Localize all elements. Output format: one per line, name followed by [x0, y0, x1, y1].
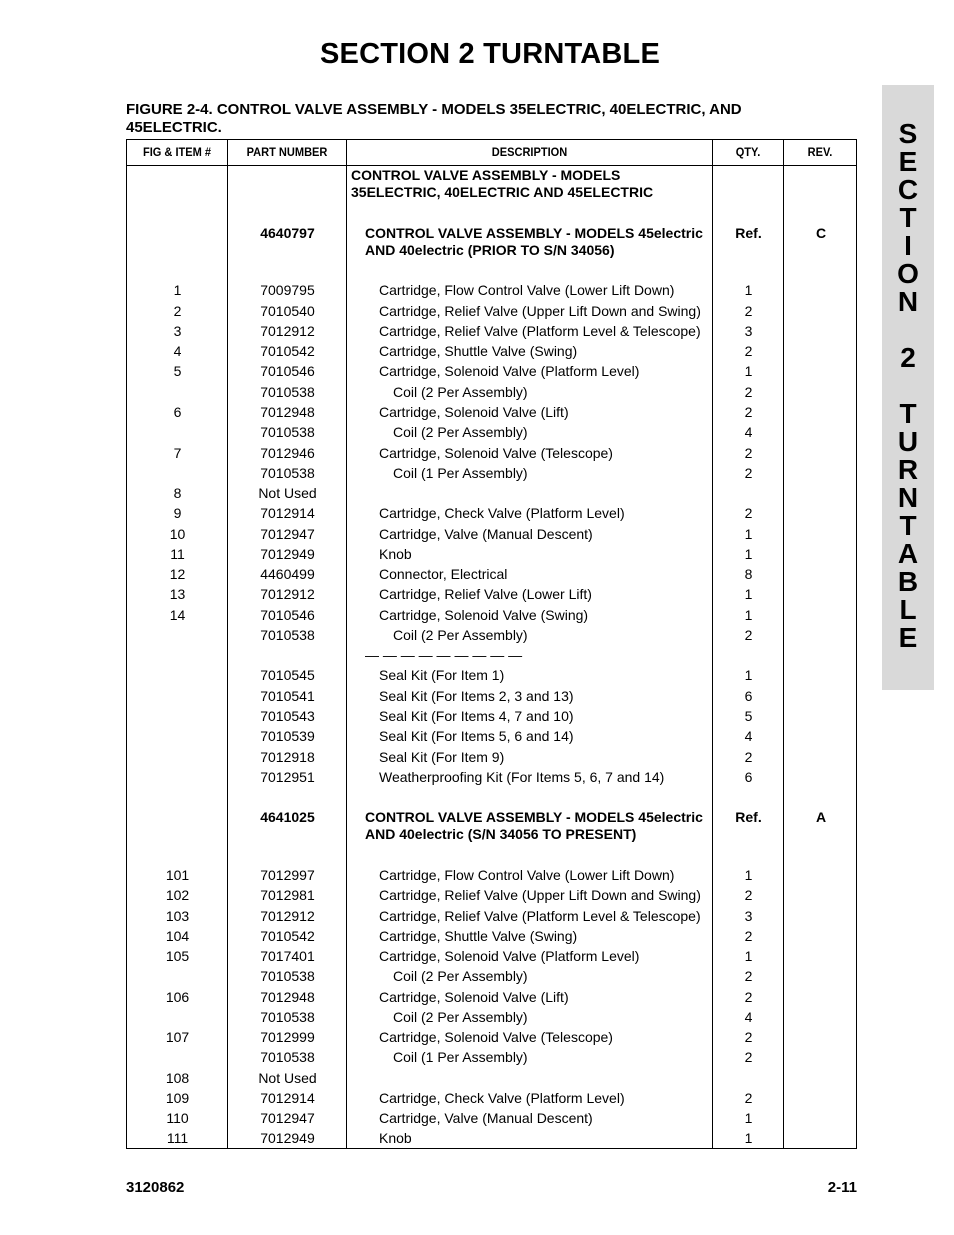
cell-qty: 2 — [744, 968, 753, 984]
cell-part-number: 7012949 — [260, 546, 315, 562]
cell-part-number: 7010538 — [260, 384, 315, 400]
cell-part-number: 7010538 — [260, 1049, 315, 1065]
cell-description: Cartridge, Relief Valve (Platform Level & Telescope) — [379, 908, 701, 924]
cell-description: Seal Kit (For Items 5, 6 and 14) — [379, 728, 574, 744]
cell-fig-item: 101 — [165, 867, 190, 883]
cell-description: Coil (2 Per Assembly) — [393, 627, 528, 643]
cell-description: Cartridge, Check Valve (Platform Level) — [379, 505, 625, 521]
cell-fig-item: 104 — [165, 928, 190, 944]
cell-description: Cartridge, Solenoid Valve (Telescope) — [379, 1029, 613, 1045]
section-side-tab — [882, 85, 934, 690]
cell-part-number: 7010542 — [260, 928, 315, 944]
cell-description: Seal Kit (For Item 1) — [379, 667, 505, 683]
cell-qty: 2 — [744, 1029, 753, 1045]
cell-part-number: 7010538 — [260, 1009, 315, 1025]
header-rev: REV. — [807, 145, 833, 159]
side-tab-letter: 2 — [900, 342, 916, 373]
cell-part-number: 7010539 — [260, 728, 315, 744]
cell-part-number: 4641025 — [260, 809, 315, 825]
cell-qty: 2 — [744, 465, 753, 481]
cell-description: 35ELECTRIC, 40ELECTRIC AND 45ELECTRIC — [351, 184, 654, 200]
cell-qty: 1 — [744, 282, 753, 298]
cell-qty: 2 — [744, 1049, 753, 1065]
cell-description: Knob — [379, 546, 412, 562]
cell-qty: Ref. — [735, 809, 762, 825]
cell-fig-item: 8 — [173, 485, 182, 501]
cell-qty: 2 — [744, 303, 753, 319]
cell-part-number: 7010538 — [260, 627, 315, 643]
cell-qty: 2 — [744, 404, 753, 420]
cell-qty: 2 — [744, 505, 753, 521]
cell-part-number: 7012948 — [260, 989, 315, 1005]
cell-description: Cartridge, Relief Valve (Platform Level & Telescope) — [379, 323, 701, 339]
cell-qty: 2 — [744, 887, 753, 903]
cell-fig-item: 2 — [173, 303, 182, 319]
cell-fig-item: 106 — [165, 989, 190, 1005]
cell-part-number: 7012946 — [260, 445, 315, 461]
side-tab-letter: N — [897, 482, 919, 513]
side-tab-letter: A — [897, 538, 919, 569]
cell-qty: Ref. — [735, 225, 762, 241]
header-description: DESCRIPTION — [491, 145, 568, 159]
cell-description: Cartridge, Shuttle Valve (Swing) — [379, 343, 578, 359]
cell-qty: 1 — [744, 607, 753, 623]
cell-qty: 2 — [744, 989, 753, 1005]
cell-rev: C — [815, 225, 827, 241]
cell-fig-item: 10 — [169, 526, 186, 542]
section-title: SECTION 2 TURNTABLE — [320, 38, 660, 70]
cell-qty: 1 — [744, 1130, 753, 1146]
cell-fig-item: 102 — [165, 887, 190, 903]
cell-part-number: 7010546 — [260, 363, 315, 379]
cell-description: Coil (2 Per Assembly) — [393, 1009, 528, 1025]
side-tab-letter: I — [904, 230, 912, 261]
cell-description: Seal Kit (For Item 9) — [379, 749, 505, 765]
cell-fig-item: 1 — [173, 282, 182, 298]
cell-description: Coil (1 Per Assembly) — [393, 1049, 528, 1065]
header-qty: QTY. — [735, 145, 761, 159]
cell-qty: 1 — [744, 586, 753, 602]
cell-qty: 2 — [744, 384, 753, 400]
side-tab-letter: O — [897, 258, 919, 289]
cell-qty: 1 — [744, 948, 753, 964]
cell-part-number: 7012914 — [260, 505, 315, 521]
side-tab-letter: U — [897, 426, 919, 457]
cell-description: Cartridge, Relief Valve (Upper Lift Down and Swing) — [379, 887, 701, 903]
header-divider — [127, 165, 856, 166]
cell-part-number: 7009795 — [260, 282, 315, 298]
cell-part-number: 7017401 — [260, 948, 315, 964]
cell-part-number: 7010538 — [260, 424, 315, 440]
cell-description: Cartridge, Relief Valve (Lower Lift) — [379, 586, 592, 602]
cell-description: Cartridge, Shuttle Valve (Swing) — [379, 928, 578, 944]
cell-fig-item: 108 — [165, 1070, 190, 1086]
header-part-number: PART NUMBER — [246, 145, 328, 159]
cell-part-number: 7012912 — [260, 586, 315, 602]
cell-description: Coil (2 Per Assembly) — [393, 384, 528, 400]
side-tab-letter: B — [897, 566, 919, 597]
cell-description: Coil (1 Per Assembly) — [393, 465, 528, 481]
cell-fig-item: 110 — [166, 1110, 189, 1126]
side-tab-letter: S — [898, 118, 918, 149]
cell-qty: 6 — [744, 769, 753, 785]
side-tab-letter: E — [898, 146, 918, 177]
cell-description: CONTROL VALVE ASSEMBLY - MODELS 45electric — [365, 225, 703, 241]
cell-description: AND 40electric (PRIOR TO S/N 34056) — [365, 242, 615, 258]
side-tab-letter: N — [897, 286, 919, 317]
cell-part-number: 7012949 — [260, 1130, 315, 1146]
side-tab-letter: C — [897, 174, 919, 205]
cell-qty: 3 — [744, 908, 753, 924]
cell-qty: 2 — [744, 343, 753, 359]
cell-fig-item: 9 — [173, 505, 182, 521]
side-tab-letter: E — [898, 622, 918, 653]
cell-fig-item: 13 — [169, 586, 186, 602]
cell-part-number: 7012918 — [260, 749, 315, 765]
cell-description: Cartridge, Valve (Manual Descent) — [379, 1110, 593, 1126]
cell-qty: 2 — [744, 445, 753, 461]
cell-part-number: Not Used — [258, 485, 317, 501]
cell-description: Seal Kit (For Items 2, 3 and 13) — [379, 688, 574, 704]
cell-description: Cartridge, Valve (Manual Descent) — [379, 526, 593, 542]
cell-qty: 1 — [744, 667, 753, 683]
cell-fig-item: 4 — [173, 343, 182, 359]
cell-qty: 8 — [744, 566, 753, 582]
cell-fig-item: 11 — [170, 546, 185, 562]
cell-description: Seal Kit (For Items 4, 7 and 10) — [379, 708, 574, 724]
figure-title: FIGURE 2-4. CONTROL VALVE ASSEMBLY - MODELS 35ELECTRIC, 40ELECTRIC, AND 45ELECTRIC. — [126, 101, 742, 136]
cell-fig-item: 5 — [173, 363, 182, 379]
cell-description: Cartridge, Flow Control Valve (Lower Lift Down) — [379, 867, 675, 883]
cell-part-number: 7010542 — [260, 343, 315, 359]
cell-part-number: 7012947 — [260, 1110, 315, 1126]
document-number: 3120862 — [126, 1179, 185, 1196]
cell-description: Cartridge, Solenoid Valve (Telescope) — [379, 445, 613, 461]
page-number: 2-11 — [827, 1179, 857, 1196]
parts-table — [126, 139, 857, 1149]
cell-fig-item: 109 — [165, 1090, 190, 1106]
side-tab-letter: T — [899, 398, 917, 429]
cell-fig-item: 107 — [165, 1029, 190, 1045]
cell-description: Knob — [379, 1130, 412, 1146]
side-tab-letter: L — [899, 594, 917, 625]
side-tab-letter: T — [899, 510, 917, 541]
cell-fig-item: 105 — [165, 948, 190, 964]
cell-part-number: 7010541 — [260, 688, 315, 704]
cell-part-number: 7012947 — [260, 526, 315, 542]
cell-qty: 1 — [744, 546, 753, 562]
cell-part-number: 4460499 — [260, 566, 315, 582]
cell-part-number: 7010545 — [260, 667, 315, 683]
cell-part-number: 7012948 — [260, 404, 315, 420]
cell-qty: 3 — [744, 323, 753, 339]
cell-qty: 4 — [744, 1009, 753, 1025]
cell-description: Cartridge, Relief Valve (Upper Lift Down and Swing) — [379, 303, 701, 319]
cell-part-number: 7012914 — [260, 1090, 315, 1106]
header-fig-item: FIG & ITEM # — [142, 145, 212, 159]
cell-part-number: 7012912 — [260, 908, 315, 924]
cell-fig-item: 6 — [173, 404, 182, 420]
cell-qty: 5 — [744, 708, 753, 724]
cell-qty: 1 — [744, 526, 753, 542]
cell-fig-item: 7 — [173, 445, 182, 461]
cell-qty: 1 — [744, 1110, 753, 1126]
cell-description: Cartridge, Solenoid Valve (Swing) — [379, 607, 589, 623]
cell-part-number: 7010540 — [260, 303, 315, 319]
cell-qty: 4 — [744, 728, 753, 744]
cell-fig-item: 111 — [166, 1130, 189, 1146]
cell-part-number: 7012951 — [260, 769, 315, 785]
cell-part-number: 7010538 — [260, 968, 315, 984]
cell-part-number: 7012912 — [260, 323, 315, 339]
cell-description: Weatherproofing Kit (For Items 5, 6, 7 and 14) — [379, 769, 665, 785]
cell-fig-item: 3 — [173, 323, 182, 339]
cell-qty: 6 — [744, 688, 753, 704]
side-tab-letter: R — [897, 454, 919, 485]
cell-description: Connector, Electrical — [379, 566, 508, 582]
cell-qty: 2 — [744, 749, 753, 765]
cell-part-number: 7010543 — [260, 708, 315, 724]
cell-qty: 4 — [744, 424, 753, 440]
cell-description: Cartridge, Check Valve (Platform Level) — [379, 1090, 625, 1106]
cell-qty: 2 — [744, 928, 753, 944]
cell-description: Cartridge, Solenoid Valve (Platform Level) — [379, 948, 640, 964]
cell-part-number: 7010538 — [260, 465, 315, 481]
cell-description: — — — — — — — — — — [365, 647, 523, 663]
cell-part-number: 4640797 — [260, 225, 315, 241]
cell-qty: 1 — [744, 363, 753, 379]
cell-fig-item: 14 — [169, 607, 186, 623]
cell-rev: A — [815, 809, 827, 825]
side-tab-letter: T — [899, 202, 917, 233]
cell-description: Cartridge, Solenoid Valve (Platform Level) — [379, 363, 640, 379]
cell-part-number: 7012981 — [260, 887, 315, 903]
cell-part-number: 7010546 — [260, 607, 315, 623]
cell-description: Coil (2 Per Assembly) — [393, 424, 528, 440]
cell-description: Cartridge, Solenoid Valve (Lift) — [379, 989, 569, 1005]
cell-part-number: Not Used — [258, 1070, 317, 1086]
cell-description: Cartridge, Solenoid Valve (Lift) — [379, 404, 569, 420]
cell-qty: 2 — [744, 627, 753, 643]
cell-part-number: 7012997 — [260, 867, 315, 883]
cell-qty: 2 — [744, 1090, 753, 1106]
cell-description: CONTROL VALVE ASSEMBLY - MODELS — [351, 167, 621, 183]
cell-description: CONTROL VALVE ASSEMBLY - MODELS 45electric — [365, 809, 703, 825]
cell-description: Cartridge, Flow Control Valve (Lower Lift Down) — [379, 282, 675, 298]
cell-description: AND 40electric (S/N 34056 TO PRESENT) — [365, 826, 637, 842]
cell-part-number: 7012999 — [260, 1029, 315, 1045]
cell-description: Coil (2 Per Assembly) — [393, 968, 528, 984]
cell-qty: 1 — [744, 867, 753, 883]
cell-fig-item: 12 — [169, 566, 186, 582]
cell-fig-item: 103 — [165, 908, 190, 924]
